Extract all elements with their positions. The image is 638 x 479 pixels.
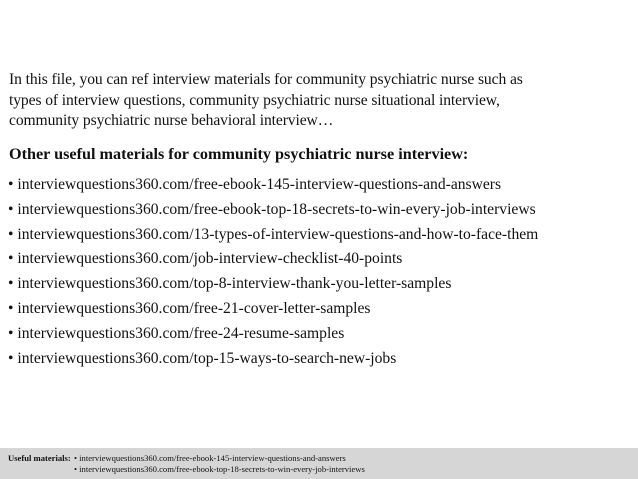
- list-item-link[interactable]: • interviewquestions360.com/free-24-resume-samples: [8, 324, 345, 342]
- footer-link[interactable]: • interviewquestions360.com/free-ebook-145-interview-questions-and-answers: [74, 453, 346, 463]
- intro-paragraph: [9, 70, 629, 132]
- list-item-link[interactable]: • interviewquestions360.com/top-8-interview-thank-you-letter-samples: [8, 275, 452, 293]
- materials-list: [8, 173, 633, 371]
- list-item-link[interactable]: • interviewquestions360.com/job-interview-checklist-40-points: [8, 250, 403, 268]
- footer-bar: [0, 448, 638, 479]
- footer-links-list: [74, 453, 365, 475]
- intro-line: community psychiatric nurse behavioral interview…: [9, 112, 334, 129]
- list-item-link[interactable]: • interviewquestions360.com/free-21-cover-letter-samples: [8, 299, 371, 317]
- intro-line: types of interview questions, community psychiatric nurse situational interview,: [9, 91, 500, 109]
- footer-link[interactable]: • interviewquestions360.com/free-ebook-top-18-secrets-to-win-every-job-interviews: [74, 464, 365, 474]
- intro-line: In this file, you can ref interview materials for community psychiatric nurse such as: [9, 71, 523, 88]
- list-item-link[interactable]: • interviewquestions360.com/free-ebook-top-18-secrets-to-win-every-job-interviews: [8, 200, 536, 218]
- list-item-link[interactable]: • interviewquestions360.com/13-types-of-interview-questions-and-how-to-face-them: [8, 225, 539, 243]
- footer-label-text: Useful materials: [8, 453, 68, 463]
- footer-label: [8, 453, 71, 464]
- list-item-link[interactable]: • interviewquestions360.com/free-ebook-145-interview-questions-and-answers: [8, 176, 502, 193]
- footer-label-separator: :: [67, 453, 71, 463]
- list-item-link[interactable]: • interviewquestions360.com/top-15-ways-to-search-new-jobs: [8, 349, 397, 367]
- section-heading: Other useful materials for community psychiatric nurse interview:: [9, 145, 469, 163]
